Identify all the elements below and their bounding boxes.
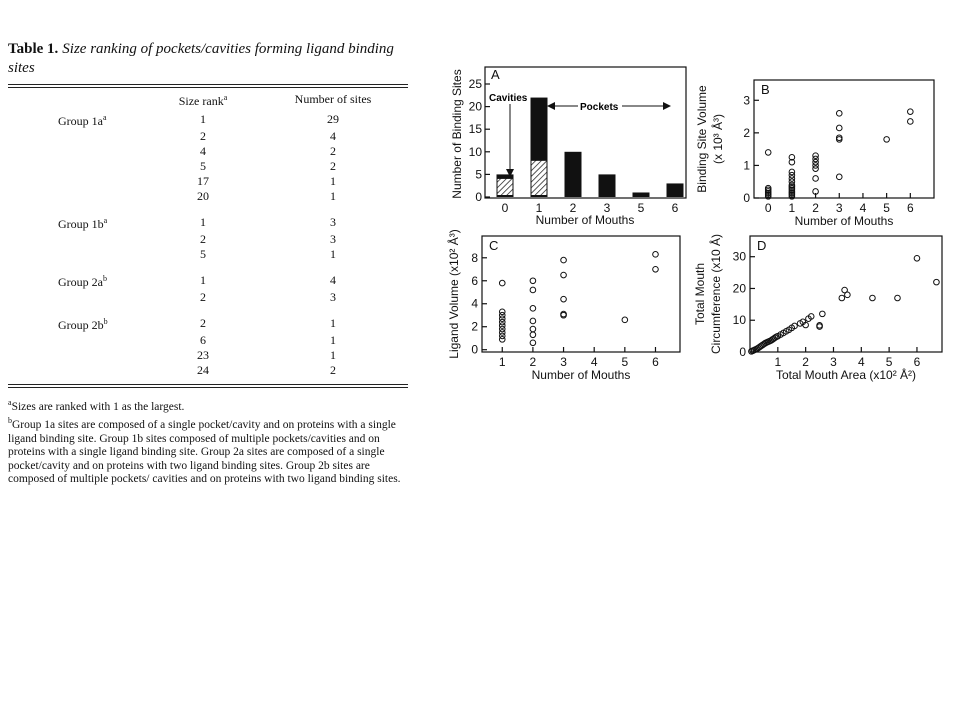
group-name: Group 1a — [58, 114, 103, 128]
x-tick-label: 3 — [830, 355, 837, 369]
group-footnote-mark: a — [103, 113, 107, 122]
data-point — [530, 278, 536, 284]
number-of-sites-cell: 4 — [330, 129, 336, 143]
data-point — [839, 295, 845, 301]
number-of-sites-cell: 3 — [330, 232, 336, 246]
y-axis-label: Number of Binding Sites — [450, 69, 464, 199]
panel-a-frame — [485, 67, 686, 198]
data-point — [530, 318, 536, 324]
x-tick-label: 6 — [671, 201, 679, 215]
y-axis-label: Total Mouth — [693, 262, 707, 326]
x-tick-label: 2 — [569, 201, 577, 215]
x-tick-label: 2 — [802, 355, 809, 369]
y-tick-label: 15 — [468, 122, 482, 137]
x-axis-label: Number of Mouths — [794, 214, 894, 228]
size-rank-cell: 24 — [197, 363, 209, 377]
number-of-sites-cell: 2 — [330, 159, 336, 173]
number-of-sites-cell: 3 — [330, 215, 336, 229]
size-rank-cell: 2 — [200, 129, 206, 143]
number-of-sites-cell: 2 — [330, 363, 336, 377]
x-tick-label: 0 — [501, 201, 509, 215]
number-of-sites-cell: 4 — [330, 273, 336, 287]
x-axis-label: Number of Mouths — [531, 368, 631, 382]
x-tick-label: 2 — [812, 201, 819, 215]
number-of-sites-cell: 1 — [330, 348, 336, 362]
data-point — [820, 311, 826, 317]
x-tick-label: 5 — [637, 201, 645, 215]
y-tick-label: 10 — [732, 313, 746, 328]
size-rank-cell: 2 — [200, 290, 206, 304]
group-footnote-mark: b — [103, 317, 108, 326]
y-axis-label: Ligand Volume (x10² Å³) — [447, 229, 461, 359]
panel-c-label: C — [489, 238, 499, 253]
y-tick-label: 30 — [732, 249, 746, 264]
table-label: Table 1. — [8, 41, 59, 57]
data-point — [499, 309, 505, 315]
data-point — [530, 306, 536, 312]
y-tick-label: 0 — [471, 342, 478, 357]
data-point — [765, 150, 771, 156]
data-point — [908, 119, 914, 125]
col-header-size-rank: Size rank$^a$ — [178, 92, 228, 108]
size-rank-cell: 5 — [200, 247, 206, 261]
group-name: Group 1b — [58, 217, 104, 231]
x-tick-label: 1 — [788, 201, 796, 215]
data-point — [653, 266, 659, 272]
x-tick-label: 5 — [883, 201, 890, 215]
x-tick-label: 5 — [621, 355, 629, 369]
number-of-sites-cell: 3 — [330, 290, 336, 304]
y-axis-label-line2: Circumference (x10 Å) — [709, 233, 723, 355]
bar — [667, 183, 684, 197]
x-tick-label: 0 — [764, 201, 772, 215]
x-tick-label: 4 — [590, 355, 598, 369]
x-tick-label: 4 — [859, 201, 867, 215]
col-header-number: Number of sites — [294, 91, 372, 106]
data-point — [914, 255, 920, 261]
group-name: Group 2a — [58, 275, 103, 289]
panel-b-label: B — [761, 82, 770, 97]
bar — [633, 192, 650, 197]
size-rank-cell: 5 — [200, 159, 206, 173]
footnote-a: $^a$Sizes are ranked with 1 as the largest. — [8, 398, 185, 413]
y-tick-label: 2 — [743, 125, 750, 140]
size-rank-cell: 2 — [200, 232, 206, 246]
data-point — [561, 296, 567, 302]
x-tick-label: 6 — [652, 355, 659, 369]
x-tick-label: 5 — [885, 355, 893, 369]
x-tick-label: 3 — [835, 201, 843, 215]
annotation-cavities: Cavities — [489, 93, 528, 104]
number-of-sites-cell: 1 — [330, 174, 336, 188]
data-point — [884, 137, 890, 143]
data-point — [836, 174, 842, 180]
y-tick-label: 0 — [739, 345, 746, 359]
x-tick-label: 1 — [535, 201, 543, 215]
footnote-b: $^b$Group 1a sites are composed of a single pocket/cavity and on proteins with a single ligand binding site. Group 1b sites composed of multiple pockets/cavities and on proteins with a single ligand binding site. Group 2a sites are composed of a single pocket/cavity and on proteins with two ligand binding sites. Group 2b sites are composed of multiple pockets/ cavities and on proteins with two ligand binding sites. — [8, 416, 401, 486]
y-tick-label: 5 — [475, 167, 482, 182]
data-point — [870, 295, 876, 301]
y-axis-label-line2: (x 10³ Å³) — [711, 113, 725, 165]
data-point — [561, 272, 567, 278]
x-axis-label: Total Mouth Area (x10² Å²) — [775, 368, 917, 382]
panel-c-frame — [482, 236, 680, 352]
size-rank-cell: 6 — [200, 333, 206, 347]
data-point — [561, 257, 567, 263]
number-of-sites-cell: 1 — [330, 247, 336, 261]
x-axis-label: Number of Mouths — [535, 213, 635, 227]
data-point — [836, 111, 842, 117]
y-tick-label: 25 — [468, 77, 482, 91]
group-name: Group 2b — [58, 318, 104, 332]
data-point — [530, 326, 536, 332]
y-tick-label: 4 — [471, 296, 478, 311]
y-tick-label: 0 — [475, 190, 482, 204]
x-tick-label: 4 — [857, 355, 865, 369]
x-tick-label: 1 — [498, 355, 506, 369]
y-tick-label: 8 — [471, 250, 478, 265]
number-of-sites-cell: 2 — [330, 144, 336, 158]
bar — [599, 174, 616, 197]
x-tick-label: 2 — [529, 355, 537, 369]
data-point — [530, 332, 536, 338]
number-of-sites-cell: 29 — [327, 112, 339, 126]
data-point — [813, 176, 819, 182]
data-point — [530, 287, 536, 293]
number-of-sites-cell: 1 — [330, 189, 336, 203]
size-rank-cell: 2 — [200, 316, 206, 330]
data-point — [499, 280, 505, 286]
data-point — [934, 279, 940, 285]
y-tick-label: 1 — [743, 158, 750, 173]
number-of-sites-cell: 1 — [330, 333, 336, 347]
data-point — [622, 317, 628, 323]
group-footnote-mark: a — [103, 216, 108, 225]
x-tick-label: 1 — [774, 355, 782, 369]
data-point — [908, 109, 914, 115]
data-point — [530, 340, 536, 346]
annotation-pockets: Pockets — [580, 102, 619, 113]
bar-hatched — [498, 179, 513, 195]
y-tick-label: 6 — [471, 273, 478, 288]
data-point — [895, 295, 901, 301]
x-tick-label: 6 — [906, 201, 914, 215]
size-rank-cell: 20 — [197, 189, 209, 203]
panel-a-label: A — [491, 67, 500, 82]
bar-hatched — [532, 161, 547, 195]
y-axis-label: Binding Site Volume — [695, 85, 709, 193]
bar — [565, 152, 582, 197]
y-tick-label: 10 — [468, 144, 482, 159]
y-tick-label: 3 — [743, 93, 750, 108]
data-point — [653, 252, 659, 258]
table-caption: Size ranking of pockets/cavities forming ligand binding sites — [8, 41, 394, 76]
size-rank-cell: 4 — [200, 144, 206, 158]
y-tick-label: 20 — [732, 281, 746, 296]
data-point — [845, 292, 851, 298]
y-tick-label: 0 — [743, 191, 750, 205]
x-tick-label: 3 — [603, 201, 611, 215]
size-rank-cell: 1 — [200, 215, 206, 229]
size-rank-cell: 23 — [197, 348, 209, 362]
panel-b-frame — [754, 80, 934, 198]
x-tick-label: 6 — [913, 355, 921, 369]
y-tick-label: 2 — [471, 319, 478, 334]
size-rank-cell: 1 — [200, 273, 206, 287]
data-point — [836, 125, 842, 131]
number-of-sites-cell: 1 — [330, 316, 336, 330]
y-tick-label: 20 — [468, 99, 482, 114]
size-rank-cell: 1 — [200, 112, 206, 126]
size-rank-cell: 17 — [197, 174, 209, 188]
x-tick-label: 3 — [560, 355, 567, 369]
group-footnote-mark: b — [103, 274, 107, 283]
panel-d-label: D — [757, 238, 767, 253]
